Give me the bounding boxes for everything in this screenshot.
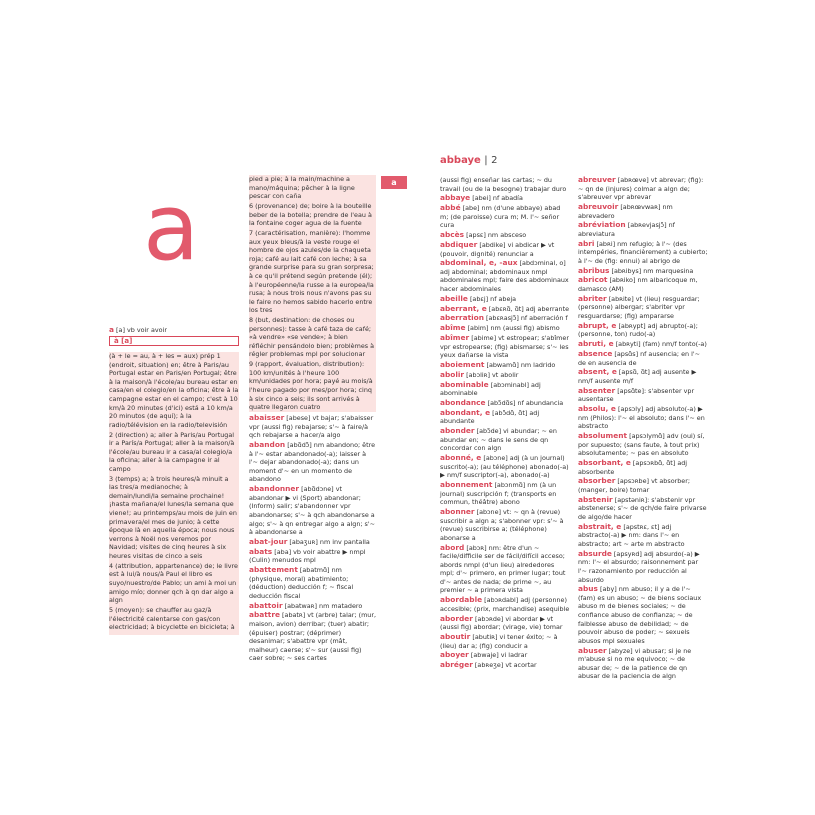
headword: absence (578, 348, 613, 358)
dictionary-entry (578, 176, 708, 202)
headword: absolument (578, 431, 628, 441)
entry-a-grave (109, 336, 239, 347)
entry-text: [abɛj] nf abeja (467, 294, 517, 303)
dictionary-entry (249, 441, 376, 484)
dictionary-entry (440, 615, 570, 632)
headword: abattoir (249, 600, 283, 610)
headword: absorber (578, 476, 616, 486)
entry-text: [abɔnmɑ̃] nm (à un journal) suscripción f; (transports en commun, théâtre) abono (440, 480, 557, 507)
headword: abîmer (440, 332, 470, 342)
headword: abricot (578, 275, 608, 285)
dictionary-entry (440, 231, 570, 240)
dictionary-entry (249, 548, 376, 565)
dictionary-entry (249, 566, 376, 600)
headword: abrupt, e (578, 320, 617, 330)
dictionary-entry (578, 496, 708, 522)
dictionary-entry (578, 459, 708, 476)
dictionary-entry (440, 176, 570, 193)
dictionary-entry (578, 203, 708, 220)
headword: abriter (578, 293, 607, 303)
entry-text: [apsyʀd] adj absurdo(-a) ▶ nm: l'~ el absurdo; raisonnement par l'~ razonamiento por reducción al absurdo (578, 549, 700, 584)
entry-text: [abʀyti] (fam) nm/f tonto(-a) (613, 340, 707, 349)
headword: abbé (440, 203, 461, 213)
dictionary-entry (440, 544, 570, 596)
dictionary-entry (249, 485, 376, 537)
entry-text: [abʀiko] nm albaricoque m, damasco (AM) (578, 276, 698, 294)
dictionary-entry (440, 371, 570, 380)
dictionary-entry (440, 454, 570, 480)
entry-text: [abatmɑ̃] nm (physique, moral) abatimiento; (déduction) deducción f; ~ fiscal deducción fiscal (249, 566, 354, 600)
sense-paragraph: 3 (temps) a; à trois heures/à minuit a las tres/a medianoche; à demain/lundi/la semaine prochaine! ¡hasta mañana/el lunes/la semana que viene!; au printemps/au mois de juin en primavera/el mes de junio; à cette époque là en aquella época; nous nous verrons à Noël nos veremos por Navidad; visites de cinq heures à six heures visitas de cinco a seis (109, 474, 237, 561)
entry-text: [apstʀɛ, ɛt] adj abstracto(-a) ▶ nm: dans l'~ en abstracto; art ~ arte m abstracto (578, 522, 685, 548)
entry-text: [abʀeʒe] vt acortar (472, 661, 537, 670)
entry-text: [abʀi] nm refugio; à l'~ (des intempéries, financièrement) a cubierto; à l'~ de (fig: ennui) al abrigo de (578, 239, 708, 265)
headword: abus (578, 584, 598, 594)
headword: abuser (578, 645, 607, 655)
dictionary-entry (440, 409, 570, 426)
sense-paragraph: 5 (moyen): se chauffer au gaz/à l'électricité calentarse con gas/con electricidad; à bicyclette en bicicleta; à (109, 605, 235, 632)
page-number: 2 (491, 155, 498, 166)
dictionary-entry (578, 322, 708, 339)
dictionary-entry (440, 241, 570, 258)
entry-a (109, 326, 239, 335)
headword: abattement (249, 565, 298, 575)
headword: abat-jour (249, 536, 288, 546)
dictionary-entry (440, 596, 570, 613)
dictionary-entry (578, 405, 708, 431)
headword: absurde (578, 548, 612, 558)
headword: abonner (440, 506, 475, 516)
dictionary-entry (440, 361, 570, 370)
entry-text: [abdɔminal, o] adj abdominal; abdominaux nmpl abdominales mpl; faire des abdominaux hacer abdominales (440, 259, 569, 294)
column-2 (249, 413, 377, 663)
entry-text: [abɔliʀ] vt abolir (464, 370, 519, 379)
entry-text: [abɛʀasjɔ̃] nf aberración f (483, 314, 568, 323)
headword: abord (440, 542, 465, 552)
headword: aboiement (440, 359, 485, 369)
dictionary-entry (249, 414, 376, 440)
letter-initial: a (143, 174, 200, 281)
headword: abréviation (578, 220, 626, 230)
entry-text: [a] vb voir avoir (114, 326, 167, 334)
sense-paragraph: (à + le = au, à + les = aux) prép 1 (endroit, situation) en; être à Paris/au Portugal estar en Paris/en Portugal; être à la maison/à l'école/au bureau estar en casa/en el colegio/en la oficina; être à la campagne estar en el campo; c'est à 10 km/à 20 minutes (d'ici) está a 10 km/a 20 minutos (de aquí); à la radio/télévision en la radio/televisión (109, 352, 239, 429)
headword: absorbant, e (578, 458, 631, 468)
dictionary-entry (440, 334, 570, 360)
entry-text: [abʀibys] nm marquesina (609, 266, 694, 275)
column-3 (440, 176, 570, 670)
sense-paragraph: 9 (rapport, évaluation, distribution): 100 km/unités à l'heure 100 km/unidades por hora; payé au mois/à l'heure pagado por mes/por hora; cinq à six cinco a seis; ils sont arrivés à quatre llegaron cuatro (249, 360, 373, 412)
entry-text: [apsɑ̃te]: s'absenter vpr ausentarse (578, 386, 695, 404)
entry-text: [abɔne] adj (à un journal) suscrito(-a); (au téléphone) abonado(-a) ▶ nm/f suscriptor(-a), abonado(-a) (440, 454, 569, 480)
entry-text: [abɔʀdabl] adj (personne) accesible; (prix, marchandise) asequible (440, 596, 570, 613)
headword: abréger (440, 660, 473, 670)
entry-text: [apsɔly] adj absoluto(-a) ▶ nm (Philos): l'~ el absoluto; dans l'~ en abstracto (578, 405, 705, 431)
sense-paragraph: 2 (direction) a; aller à Paris/au Portugal ir a París/a Portugal; aller à la maison/à l'école/au bureau ir a casa/al colegio/a la oficina; aller à la campagne ir al campo (109, 430, 235, 473)
entry-text: [abwamɑ̃] nm ladrido (484, 360, 556, 369)
dictionary-entry (440, 305, 570, 314)
entry-text: [abdike] vi abdicar ▶ vt (pouvoir, dignité) renunciar a (440, 240, 555, 258)
headword: à (114, 336, 119, 345)
dictionary-entry (440, 194, 570, 203)
entry-text: [abwaje] vi ladrar (468, 651, 528, 660)
headword: abondance (440, 397, 486, 407)
entry-text: [abʀite] vt (lieu) resguardar; (personne) albergar; s'abriter vpr resguardarse; (fig) ampararse (578, 294, 700, 321)
entry-text: [aby] nm abuso; il y a de l'~ (fam) es un abuso; ~ de biens sociaux abuso m de bienes sociales; ~ de confiance abuso de confianza; ~ de faiblesse abuso de debilidad; ~ de pouvoir abuso de poder; ~ sexuels abusos mpl sexuales (578, 585, 702, 645)
headword: abstrait, e (578, 521, 622, 531)
headword: abri (578, 238, 595, 248)
dictionary-entry (578, 523, 708, 549)
dictionary-entry (440, 204, 570, 230)
headword: aberration (440, 313, 484, 323)
dictionary-entry (578, 387, 708, 404)
dictionary-entry (249, 602, 376, 611)
headword: abbaye (440, 193, 471, 203)
entry-text: [abʀœvwaʀ] nm abrevadero (578, 202, 673, 220)
headword: abdiquer (440, 239, 478, 249)
letter-tab: a (381, 176, 407, 189)
headword: abcès (440, 230, 465, 240)
headword: a (109, 325, 114, 334)
headword: absent, e (578, 367, 617, 377)
entry-text: [abime] vt estropear; s'abîmer vpr estropearse; (fig) abismarse; s'~ les yeux dañarse la vista (440, 333, 569, 360)
entry-text: (aussi fig) enseñar las cartas; ~ du travail (ou de la besogne) trabajar duro (440, 176, 567, 193)
dictionary-entry (440, 508, 570, 542)
entry-text: [abɔʀ] nm: être d'un ~ facile/difficile ser de fácil/difícil acceso; abords nmpl (d'un lieu) alrededores mpl; d'~ primero, en primer lugar; tout d'~ antes de nada; de prime ~, au premier ~ a primera vista (440, 543, 566, 595)
entry-text: [abɑ̃dɔne] vt abandonar ▶ vi (Sport) abandonar; (Inform) salir; s'abandonner vpr abandonarse; s'~ à qch abandonarse a algo; s'~ à qn entregar algo a algn; s'~ à abandonarse a (249, 485, 375, 537)
sense-paragraph: 7 (caractérisation, manière): l'homme aux yeux bleus/à la veste rouge el hombre de ojos azules/de la chaqueta roja; café au lait café con leche; à sa grande surprise para su gran sorpresa; à ce qu'il prétend según pretende (él); à l'européenne/la russe a la europea/la rusa; à nous trois nous n'avons pas su le faire no hemos sabido hacerlo entre los tres (249, 228, 374, 315)
dictionary-entry (440, 651, 570, 660)
entry-text: [abɛʀɑ̃, ɑ̃t] adj aberrante (486, 304, 570, 313)
sense-paragraph: pied a pie; à la main/machine a mano/máquina; pêcher à la ligne pescar con caña (249, 175, 355, 201)
headword: abordable (440, 595, 483, 605)
headword: aboyer (440, 650, 469, 660)
headword: abonnement (440, 479, 493, 489)
entry-text: [abɔ̃de] vi abundar; ~ en abundar en; ~ dans le sens de qn concordar con algn (440, 427, 557, 453)
headword: absenter (578, 385, 616, 395)
entry-text: [abese] vt bajar; s'abaisser vpr (aussi fig) rebajarse; s'~ à faire/à qch rebajarse a hacer/a algo (249, 414, 374, 440)
entry-text: [abe] nm (d'une abbaye) abad m; (de paroisse) cura m; M. l'~ señor cura (440, 204, 561, 230)
entry-text: [abɔ̃dɑ̃s] nf abundancia (485, 398, 564, 407)
headword: aberrant, e (440, 303, 487, 313)
column-1 (109, 352, 239, 635)
dictionary-entry (249, 538, 376, 547)
entry-text: [aba] vb voir abattre ▶ nmpl (Culin) menudos mpl (249, 547, 366, 565)
entry-text: [a] (118, 336, 133, 345)
headword: abats (249, 546, 273, 556)
entry-text: [abatʀ] vt (arbre) talar; (mur, maison, avion) derribar; (tuer) abatir; (épuiser) postrar; (déprimer) desanimar; s'abattre vpr (mât, malheur) caerse; s'~ sur (aussi fig) caer sobre; ~ ses cartes (249, 611, 377, 663)
dictionary-entry (578, 240, 708, 266)
dictionary-entry (578, 477, 708, 494)
headword: abolir (440, 369, 465, 379)
dictionary-entry (578, 432, 708, 458)
headword: abandonner (249, 484, 300, 494)
entry-text: [apsɑ̃, ɑ̃t] adj ausente ▶ nm/f ausente m/f (578, 368, 697, 385)
dictionary-entry (440, 381, 570, 398)
dictionary-entry (440, 259, 570, 293)
headword: abeille (440, 293, 468, 303)
headword: abominable (440, 379, 489, 389)
entry-text: [abyze] vi abusar; si je ne m'abuse si no me equivoco; ~ de abusar de; ~ de la patience de qn abusar de la paciencia de algn (578, 646, 692, 681)
dictionary-entry (440, 427, 570, 453)
dictionary-entry (578, 221, 708, 238)
entry-text: [abatwaʀ] nm matadero (282, 601, 363, 610)
running-head-word: abbaye (440, 155, 481, 166)
dictionary-entry (578, 368, 708, 385)
dictionary-entry (249, 611, 376, 663)
dictionary-entry (578, 267, 708, 276)
entry-text: [apstəniʀ]: s'abstenir vpr abstenerse; s'~ de qch/de faire privarse de algo/de hacer (578, 495, 707, 521)
entry-text: [abʀypt] adj abrupto(-a); (personne, ton) rudo(-a) (578, 321, 698, 339)
headword: aboutir (440, 632, 471, 641)
entry-text: [apsɔʀbɑ̃, ɑ̃t] adj absorbente (578, 459, 688, 476)
dictionary-entry (440, 661, 570, 670)
col1-top (109, 326, 239, 348)
headword: abattre (249, 610, 280, 620)
dictionary-entry (440, 633, 570, 650)
dictionary-entry (578, 295, 708, 321)
dictionary-entry (578, 550, 708, 584)
dictionary-entry (578, 647, 708, 681)
dictionary-entry (578, 585, 708, 645)
dictionary-entry (578, 340, 708, 349)
sense-paragraph: 4 (attribution, appartenance) de; le livre est à lui/à nous/à Paul el libro es suyo/nuestro/de Pablo; un ami à moi un amigo mío; donner qch à qn dar algo a algn (109, 561, 238, 605)
headword: absolu, e (578, 404, 616, 414)
entry-text: [abutiʀ] vi tener éxito; ~ à (lieu) dar a; (fig) conducir a (440, 633, 558, 650)
dictionary-entry (440, 314, 570, 323)
entry-text: [abʀœve] vt abrevar; (fig): ~ qn de (injures) colmar a algn de; s'abreuver vpr abrevar (578, 176, 704, 202)
headword: abonder (440, 426, 475, 436)
column-4 (578, 175, 708, 681)
headword: abruti, e (578, 339, 614, 349)
headword: abdominal, e, -aux (440, 258, 518, 268)
dictionary-entry (440, 295, 570, 304)
entry-text: [apsɔʀbe] vt absorber; (manger, boire) tomar (578, 477, 690, 494)
entry-text: [abim] nm (aussi fig) abismo (465, 324, 560, 333)
headword: abaisser (249, 413, 285, 422)
entry-text: [abɑ̃dɔ̃] nm abandono; être à l'~ estar abandonado(-a); laisser à l'~ dejar abandonado(-a); dans un moment d'~ en un momento de abandono (249, 440, 376, 484)
headword: aborder (440, 613, 473, 623)
sense-paragraph: 8 (but, destination: de choses ou personnes): tasse à café taza de café; «à vendre» «se vende»; à bien réfléchir pensándolo bien; problèmes à régler problemas mpl por solucionar (249, 316, 375, 359)
sense-paragraph: 6 (provenance) de; boire à la bouteille beber de la botella; prendre de l'eau à la fontaine coger agua de la fuente (249, 201, 372, 228)
entry-text: [abɔʀde] vi abordar ▶ vt (aussi fig) abordar; (virage, vie) tomar (440, 614, 563, 632)
dictionary-entry (578, 276, 708, 293)
running-head-sep: | (484, 155, 488, 166)
column-2-continuation (249, 175, 376, 412)
headword: abstenir (578, 494, 613, 504)
headword: abondant, e (440, 407, 491, 417)
entry-text: [abʀevjasjɔ̃] nf abreviatura (578, 221, 675, 238)
entry-text: [apsɑ̃s] nf ausencia; en l'~ de en ausencia de (578, 349, 700, 367)
entry-text: [apsɔlymɑ̃] adv (oui) sí, por supuesto; (sans faute, à tout prix) absolutamente; ~ pas en absoluto (578, 432, 705, 458)
headword: abreuvoir (578, 201, 619, 211)
dictionary-entry (440, 481, 570, 507)
entry-text: [apsɛ] nm absceso (464, 231, 527, 240)
entry-text: [abɔne] vt: ~ qn à (revue) suscribir a algn a; s'abonner vpr: s'~ à (revue) suscribirse a; (téléphone) abonarse a (440, 507, 564, 542)
headword: abribus (578, 265, 610, 275)
entry-text: [abɔ̃dɑ̃, ɑ̃t] adj abundante (440, 408, 540, 426)
dictionary-entry (578, 350, 708, 367)
entry-text: [abaʒuʀ] nm inv pantalla (287, 537, 370, 546)
headword: abandon (249, 439, 286, 449)
headword: abonné, e (440, 453, 482, 462)
running-head (440, 155, 498, 166)
headword-box (109, 336, 239, 347)
dictionary-entry (440, 324, 570, 333)
headword: abreuver (578, 175, 616, 184)
entry-text: [abei] nf abadía (470, 194, 523, 203)
headword: abîme (440, 323, 466, 333)
dictionary-entry (440, 399, 570, 408)
entry-text: [abɔminabl] adj abominable (440, 380, 541, 398)
